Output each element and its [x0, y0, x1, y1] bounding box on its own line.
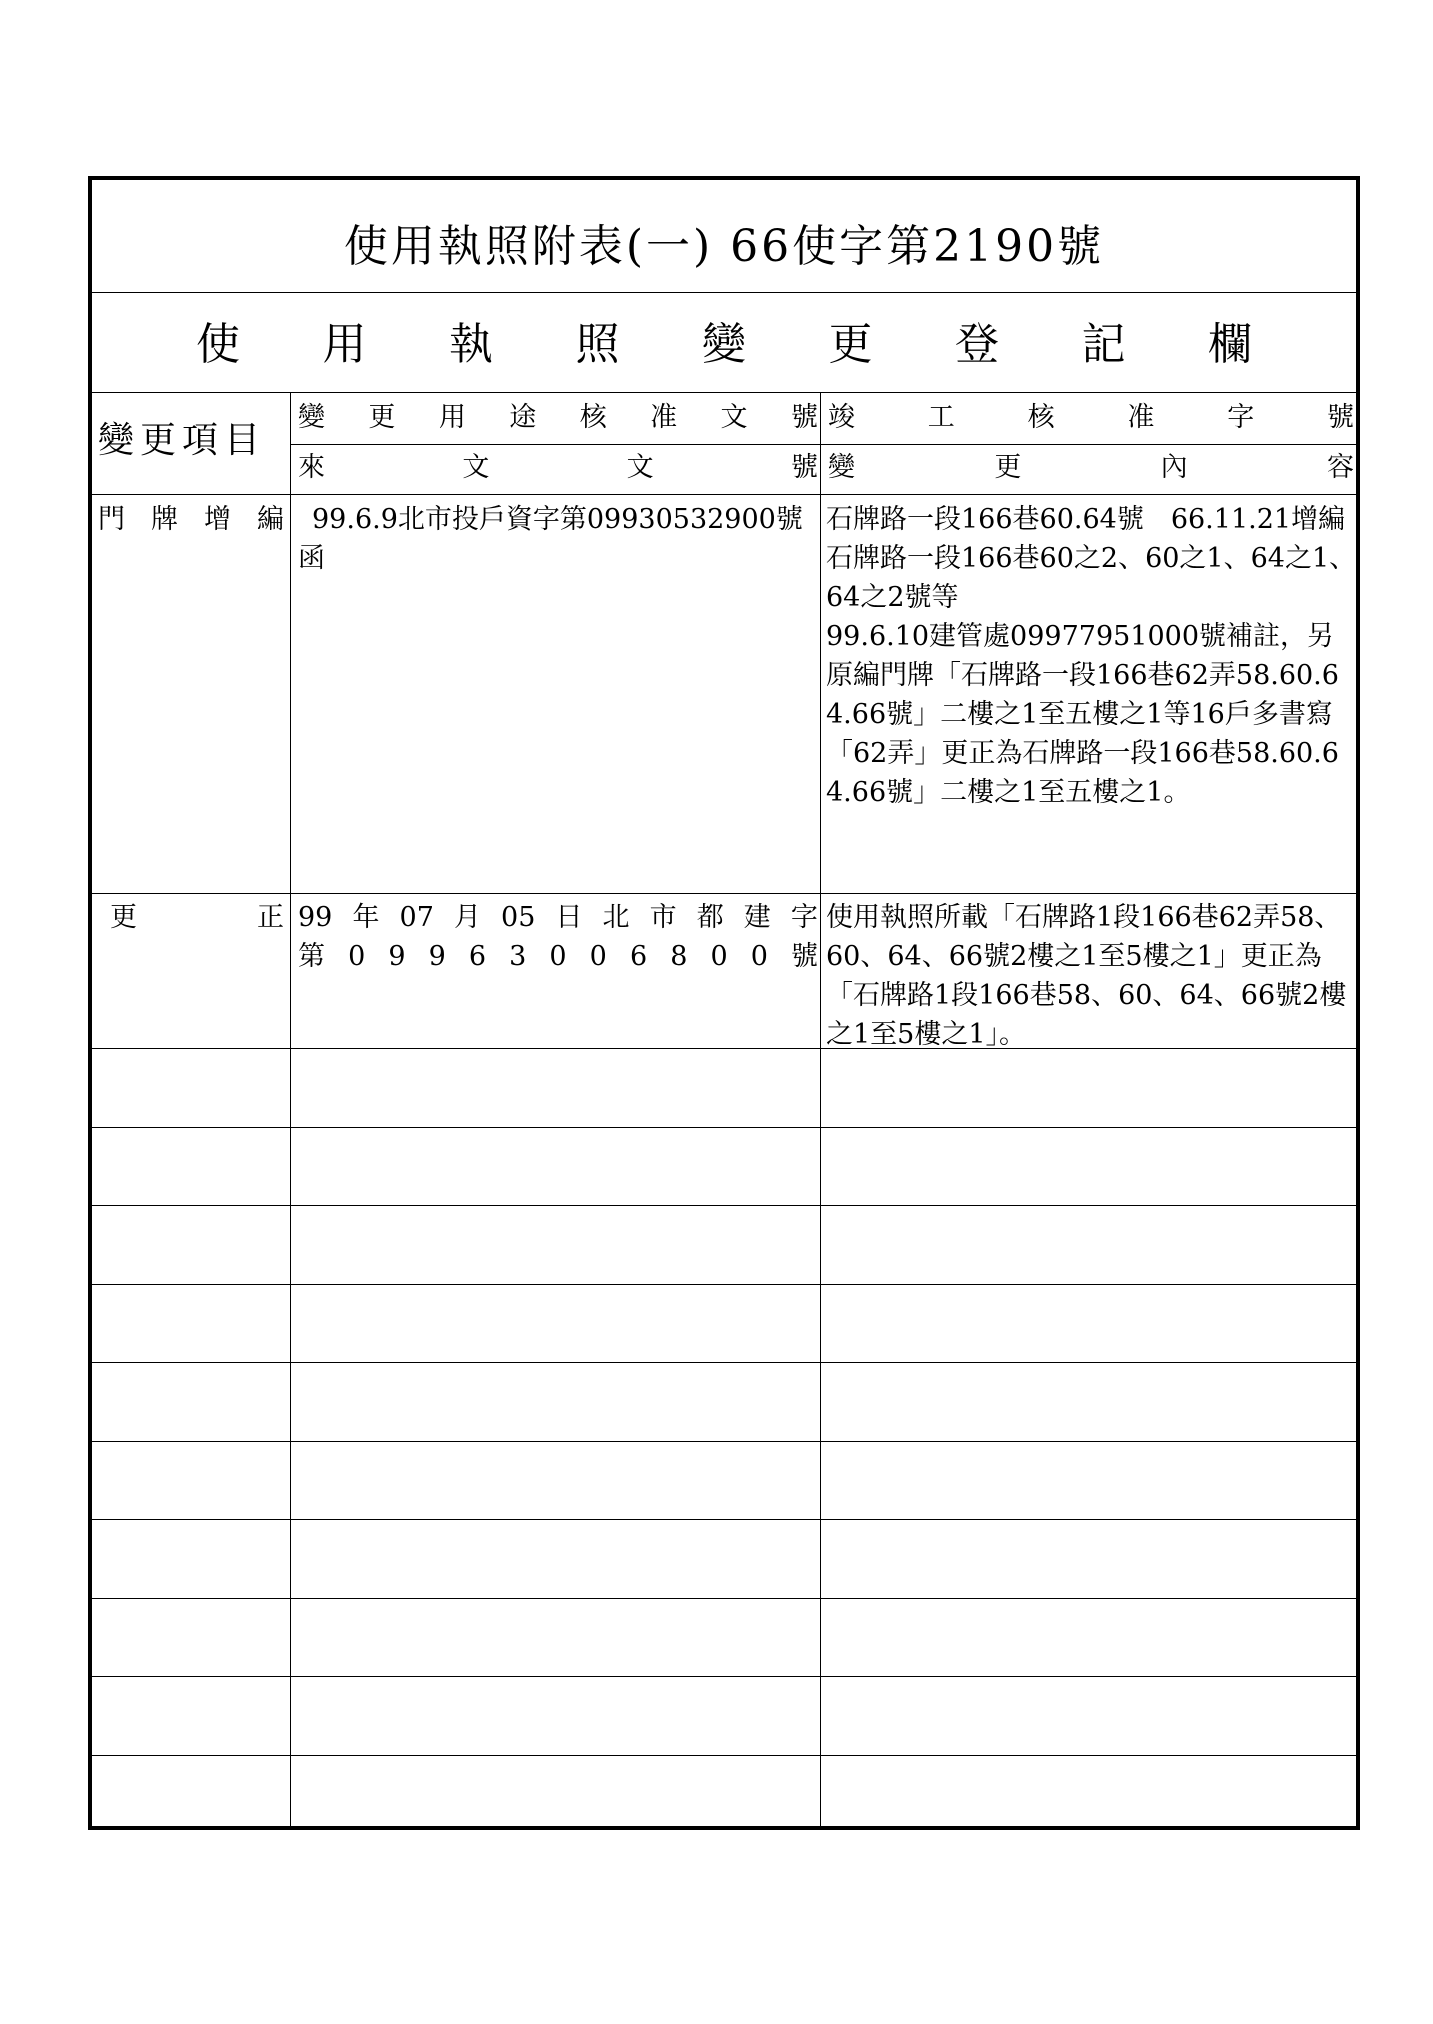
- row2-doc-token: 市: [649, 902, 677, 933]
- row1-item-char: 增: [204, 504, 231, 535]
- header-change-item: 變更項目: [98, 420, 267, 461]
- row2-doc-token: 9: [388, 941, 406, 972]
- header-char: 更: [368, 402, 396, 433]
- empty-row-divider: [92, 1441, 1356, 1442]
- header-char: 號: [1326, 402, 1354, 433]
- row2-doc-token: 6: [468, 941, 487, 972]
- row2-doc-token: 0: [549, 941, 567, 972]
- row1-item: [98, 500, 284, 539]
- divider: [92, 494, 1356, 495]
- row2-doc-token: 07: [399, 902, 434, 933]
- row1-item-char: 牌: [151, 504, 178, 535]
- row2-doc-token: 北: [602, 902, 630, 933]
- header-completion-no: [828, 398, 1354, 437]
- row2-doc-token: 號: [791, 941, 818, 972]
- column-divider: [820, 392, 821, 1826]
- row2-doc-token: 99: [298, 902, 333, 933]
- row2-item-char: 更: [110, 902, 137, 933]
- divider: [92, 292, 1356, 293]
- header-char: 容: [1326, 452, 1354, 483]
- header-char: 內: [1160, 452, 1188, 483]
- divider: [92, 1048, 1356, 1049]
- row2-doc-token: 9: [428, 941, 446, 972]
- row2-doc-token: 0: [750, 941, 768, 972]
- row2-doc-token: 8: [670, 941, 688, 972]
- row2-doc-token: 6: [629, 941, 648, 972]
- row2-doc-line1: [298, 898, 818, 937]
- row2-doc-token: 0: [589, 941, 607, 972]
- header-char: 字: [1227, 402, 1255, 433]
- header-char: 變: [828, 452, 855, 483]
- header-char: 核: [1027, 402, 1055, 433]
- section-title: [92, 308, 1356, 378]
- header-char: 變: [298, 402, 325, 433]
- header-char: 途: [509, 402, 537, 433]
- divider: [92, 392, 1356, 393]
- header-approval-doc: [298, 398, 818, 437]
- row2-doc-token: 0: [710, 941, 728, 972]
- empty-row-divider: [92, 1519, 1356, 1520]
- row2-doc-token: 都: [696, 902, 724, 933]
- header-char: 號: [790, 452, 818, 483]
- header-char: 更: [994, 452, 1022, 483]
- header-char: 工: [927, 402, 955, 433]
- section-title-char: 用: [322, 319, 367, 370]
- section-title-char: 變: [702, 319, 746, 370]
- header-char: 用: [438, 402, 466, 433]
- header-char: 來: [298, 452, 325, 483]
- header-char: 文: [626, 452, 654, 483]
- row1-doc: 99.6.9北市投戶資字第09930532900號函: [298, 504, 803, 574]
- row2-item-char: 正: [257, 902, 284, 933]
- row1-content: 石牌路一段166巷60.64號 66.11.21增編 石牌路一段166巷60之2、60之1、64之1、64之2號等 99.6.10建管處09977951000號補註，另原編門牌「石牌路一段166巷62弄58.60.64.66號」二樓之1至五樓之1等16戶多書寫「62弄」更正為石牌路一段166巷58.60.64.66號」二樓之1至五樓之1。: [826, 504, 1357, 808]
- section-title-char: 記: [1081, 319, 1126, 370]
- form-title: 使用執照附表(一) 66使字第2190號: [343, 221, 1105, 272]
- header-char: 文: [462, 452, 490, 483]
- row2-doc-token: 字: [790, 902, 818, 933]
- section-title-char: 使: [196, 319, 240, 370]
- empty-row-divider: [92, 1676, 1356, 1677]
- header-incoming-doc: [298, 448, 818, 487]
- row2-doc-token: 月: [453, 902, 481, 933]
- row2-doc-line2: [298, 937, 818, 976]
- header-char: 准: [1127, 402, 1155, 433]
- row1-item-char: 編: [257, 504, 284, 535]
- section-title-char: 登: [955, 319, 999, 370]
- row2-doc-token: 第: [298, 941, 325, 972]
- row2-content: 使用執照所載「石牌路1段166巷62弄58、60、64、66號2樓之1至5樓之1」更正為「石牌路1段166巷58、60、64、66號2樓之1至5樓之1」。: [826, 902, 1347, 1050]
- header-change-content: [828, 448, 1354, 487]
- empty-row-divider: [92, 1362, 1356, 1363]
- section-title-char: 執: [449, 319, 493, 370]
- header-char: 核: [579, 402, 607, 433]
- section-title-char: 欄: [1208, 319, 1252, 370]
- header-char: 竣: [828, 402, 855, 433]
- empty-row-divider: [92, 1598, 1356, 1599]
- header-char: 准: [650, 402, 678, 433]
- empty-row-divider: [92, 1284, 1356, 1285]
- row2-item: [110, 898, 284, 937]
- divider: [290, 444, 1356, 445]
- empty-row-divider: [92, 1205, 1356, 1206]
- row2-doc-token: 建: [743, 902, 771, 933]
- empty-row-divider: [92, 1755, 1356, 1756]
- header-char: 文: [720, 402, 748, 433]
- section-title-char: 更: [828, 319, 873, 370]
- row2-doc-token: 0: [348, 941, 366, 972]
- row1-item-char: 門: [98, 504, 125, 535]
- row2-doc-token: 3: [509, 941, 527, 972]
- empty-row-divider: [92, 1127, 1356, 1128]
- divider: [92, 893, 1356, 894]
- usage-permit-appendix-form: [88, 176, 1360, 1830]
- row2-doc-token: 05: [501, 902, 536, 933]
- column-divider: [290, 392, 291, 1826]
- row2-doc-token: 年: [352, 902, 380, 933]
- section-title-char: 照: [575, 319, 620, 370]
- row2-doc-token: 日: [555, 902, 583, 933]
- header-char: 號: [790, 402, 818, 433]
